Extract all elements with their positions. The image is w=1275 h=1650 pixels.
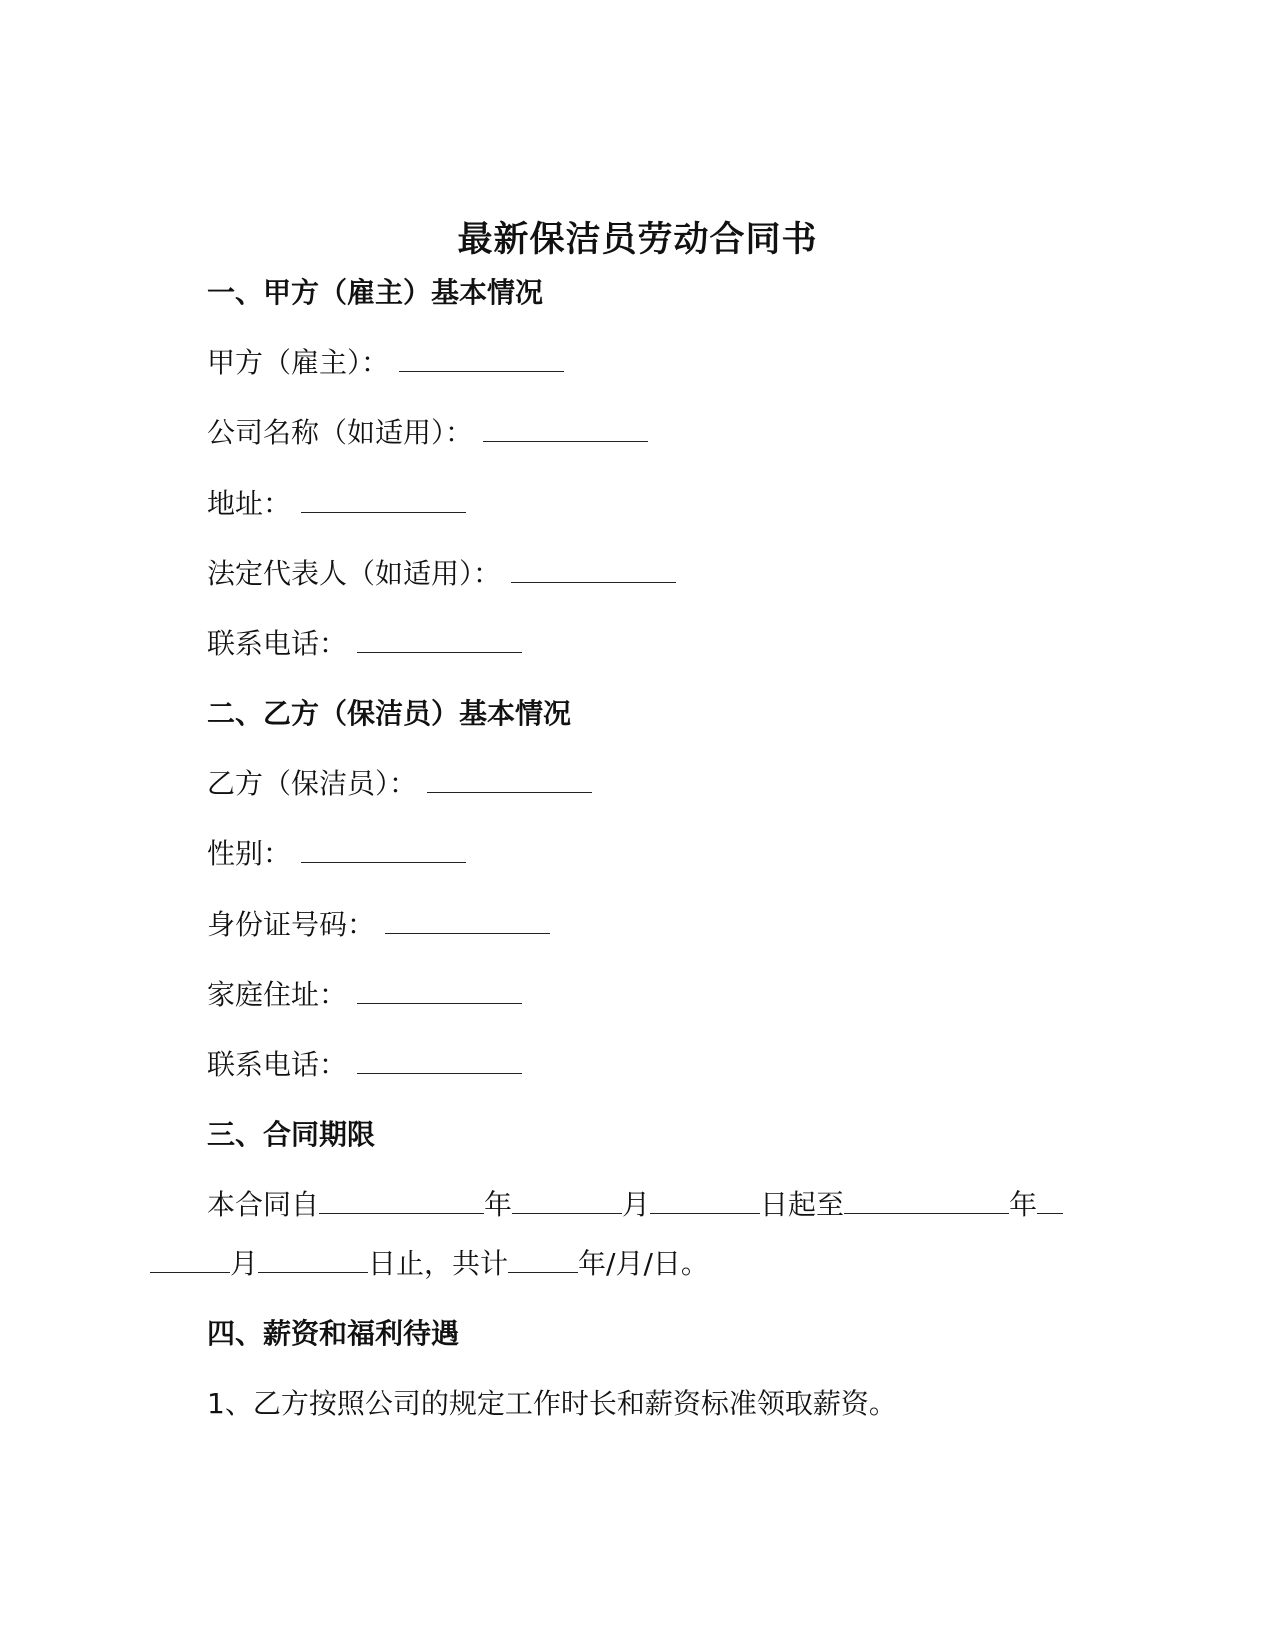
field-phone-party-b — [207, 1043, 522, 1083]
field-label: 甲方（雇主）： — [207, 346, 390, 379]
field-gender — [207, 832, 466, 872]
field-label: 乙方（保洁员）： — [207, 767, 418, 800]
fill-in-blank[interactable] — [399, 345, 564, 372]
section-heading-party-a: 一、甲方（雇主）基本情况 — [207, 276, 544, 309]
field-label: 家庭住址： — [207, 978, 348, 1011]
field-label: 法定代表人（如适用）： — [207, 557, 502, 590]
start-day-blank[interactable] — [650, 1187, 760, 1214]
field-legal-representative — [207, 552, 676, 592]
field-company-name — [207, 411, 648, 451]
term-text: 月 — [622, 1188, 651, 1221]
end-day-blank[interactable] — [258, 1246, 368, 1273]
section-heading-party-b: 二、乙方（保洁员）基本情况 — [207, 697, 572, 730]
term-text: 本合同自 — [207, 1188, 320, 1221]
term-text: 年 — [1009, 1188, 1038, 1221]
field-label: 联系电话： — [207, 627, 348, 660]
field-address — [207, 482, 466, 522]
field-label: 联系电话： — [207, 1048, 348, 1081]
end-month-blank-part2[interactable] — [150, 1246, 230, 1273]
fill-in-blank[interactable] — [427, 766, 592, 793]
fill-in-blank[interactable] — [511, 556, 676, 583]
term-text: 月 — [230, 1247, 259, 1280]
field-label: 地址： — [207, 487, 292, 520]
fill-in-blank[interactable] — [357, 626, 522, 653]
field-label: 身份证号码： — [207, 908, 376, 941]
field-employer — [207, 341, 564, 381]
fill-in-blank[interactable] — [301, 836, 466, 863]
duration-blank[interactable] — [508, 1246, 578, 1273]
term-text: 日起至 — [760, 1188, 845, 1221]
fill-in-blank[interactable] — [483, 415, 648, 442]
end-year-blank[interactable] — [844, 1187, 1009, 1214]
term-text: 年/月/日。 — [578, 1247, 709, 1280]
field-cleaner — [207, 762, 592, 802]
term-text: 年 — [484, 1188, 513, 1221]
start-year-blank[interactable] — [319, 1187, 484, 1214]
section-heading-contract-term: 三、合同期限 — [207, 1118, 376, 1151]
fill-in-blank[interactable] — [357, 1047, 522, 1074]
salary-item-1: 1、乙方按照公司的规定工作时长和薪资标准领取薪资。 — [207, 1387, 897, 1420]
fill-in-blank[interactable] — [301, 486, 466, 513]
field-label: 性别： — [207, 837, 292, 870]
document-title: 最新保洁员劳动合同书 — [457, 220, 818, 260]
field-phone-party-a — [207, 622, 522, 662]
field-id-number — [207, 903, 550, 943]
contract-term-line-2 — [150, 1242, 709, 1282]
start-month-blank[interactable] — [512, 1187, 622, 1214]
fill-in-blank[interactable] — [385, 907, 550, 934]
field-home-address — [207, 973, 522, 1013]
contract-term-line-1 — [207, 1183, 1063, 1223]
term-text: 日止，共计 — [368, 1247, 509, 1280]
fill-in-blank[interactable] — [357, 977, 522, 1004]
field-label: 公司名称（如适用）： — [207, 416, 474, 449]
end-month-blank-part1[interactable] — [1037, 1187, 1063, 1214]
section-heading-salary-benefits: 四、薪资和福利待遇 — [207, 1317, 460, 1350]
